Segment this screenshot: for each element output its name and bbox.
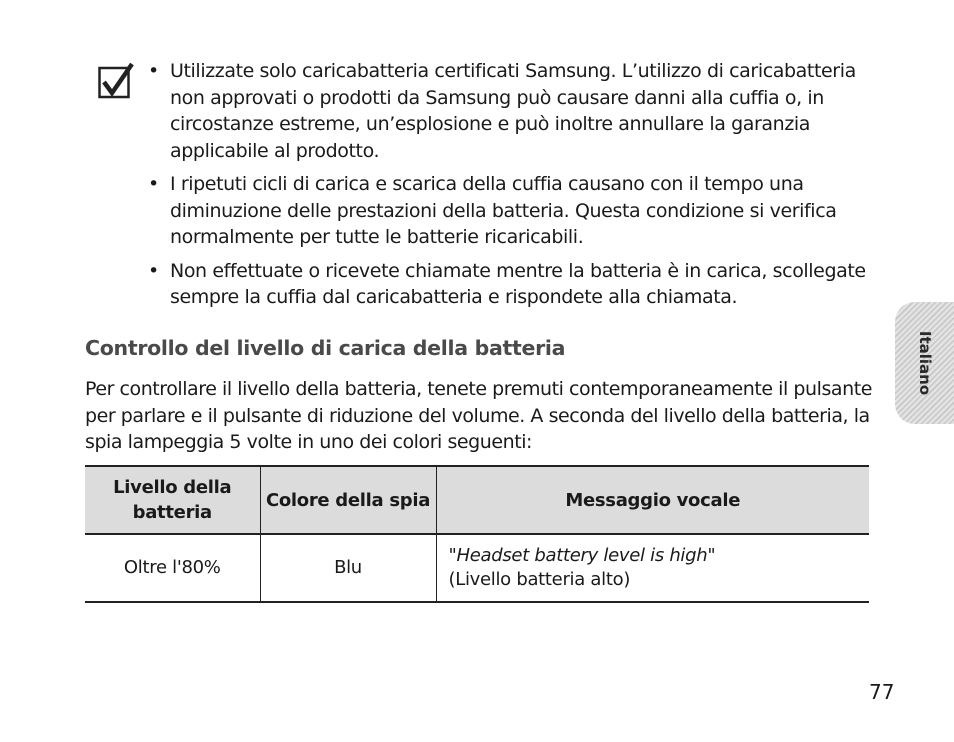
section-title: Controllo del livello di carica della batteria	[85, 336, 566, 360]
table-header-row	[85, 466, 869, 534]
battery-level-table	[85, 465, 869, 603]
cell-battery-level: Oltre l'80%	[123, 557, 221, 578]
note-item	[146, 171, 866, 251]
language-label: Italiano	[915, 330, 934, 396]
page-number: 77	[869, 680, 895, 704]
header-battery-level: Livello della batteria	[85, 466, 260, 534]
language-side-tab	[895, 302, 954, 424]
bullet-icon: •	[148, 60, 159, 82]
header-voice-message: Messaggio vocale	[436, 466, 869, 534]
checkbox-note-icon	[98, 62, 134, 100]
cell-light-color: Blu	[260, 534, 436, 602]
section-intro: Per controllare il livello della batteria, tenete premuti contemporaneamente il pulsante per parlare e il pulsante di riduzione del volume. A seconda del livello della batteria, la spia lampeggia 5 volte in uno dei colori seguenti:	[85, 378, 872, 453]
cell-voice-message	[436, 534, 869, 602]
voice-message-italian: (Livello batteria alto)	[448, 569, 631, 590]
bullet-icon: •	[148, 259, 159, 282]
table-row	[85, 534, 869, 602]
note-item	[146, 58, 866, 164]
note-list	[146, 58, 866, 318]
header-light-color: Colore della spia	[260, 466, 436, 534]
voice-message-english: "Headset battery level is high"	[448, 545, 716, 566]
note-text: Non effettuate o ricevete chiamate mentre la batteria è in carica, scollegate sempre la cuffia dal caricabatteria e rispondete alla chiamata.	[170, 259, 866, 308]
bullet-icon: •	[148, 173, 159, 195]
note-text: Utilizzate solo caricabatteria certificati Samsung. L’utilizzo di caricabatteria non approvati o prodotti da Samsung può causare danni alla cuffia o, in circostanze estreme, un’esplosione e può inoltre annullare la garanzia applicabile al prodotto.	[170, 60, 856, 162]
note-item	[146, 258, 866, 311]
note-text: I ripetuti cicli di carica e scarica della cuffia causano con il tempo una diminuzione delle prestazioni della batteria. Questa condizione si verifica normalmente per tutte le batterie ricaricabili.	[170, 173, 837, 248]
